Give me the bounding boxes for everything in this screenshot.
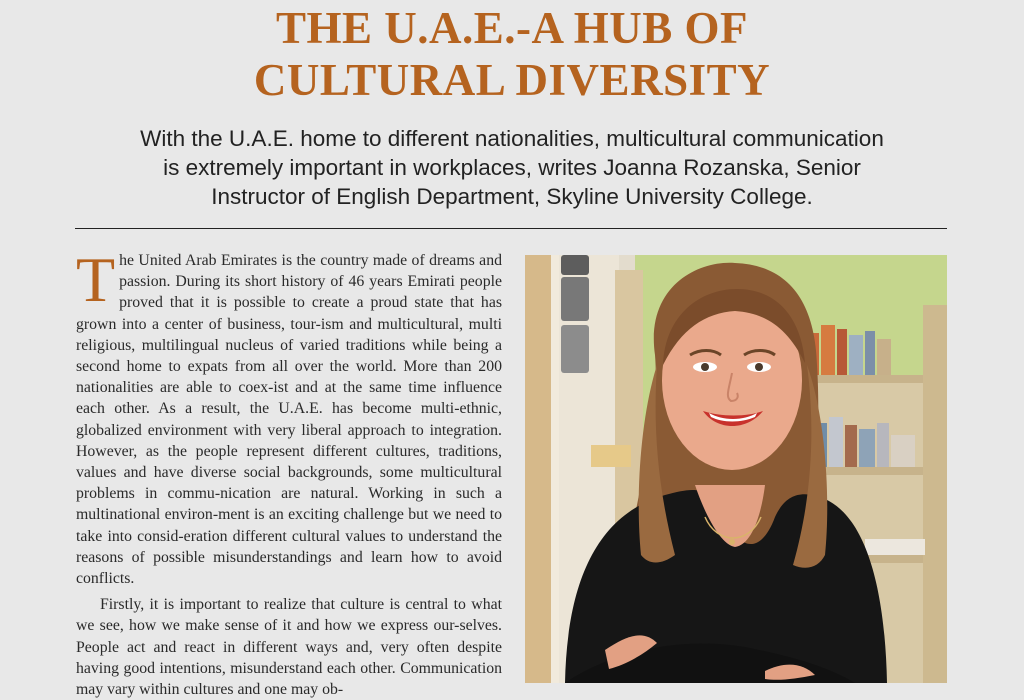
paragraph-1 [76,244,502,589]
divider-rule [75,228,947,229]
headline-line-2: CULTURAL DIVERSITY [253,55,771,105]
standfirst-line-1: With the U.A.E. home to different nationalities, multicultural communication [140,126,884,151]
drop-cap: T [76,244,116,315]
article-body [76,244,502,699]
paragraph-2: Firstly, it is important to realize that culture is central to what we see, how we make sense of it and how we express our-selves. People act and react in different ways and, very often despite having good intentions, misunderstand each other. Communication may vary within cultures and one may ob- [76,596,502,699]
standfirst-line-2: is extremely important in workplaces, writes Joanna Rozanska, Senior [163,155,861,180]
paragraph-1-text: he United Arab Emirates is the country made of dreams and passion. During its short history of 46 years Emirati people proved that it is possible to create a proud state that has grown into a center of business, tour-ism and multicultural, multi religious, multilingual nucleus of varied traditions while being a second home to expats from all over the world. More than 200 nationalities are able to coex-ist and at the same time influence each other. As a result, the U.A.E. has become multi-ethnic, globalized environment with very liberal approach to integration. However, as the people represent different cultures, traditions, values and have diverse social backgrounds, some multicultural problems in commu-nication are natural. Working in such a multinational environ-ment is an exciting challenge but we need to take into consid-eration different cultural values to understand the reasons of possible misunderstandings and learn how to avoid conflicts. [76,252,502,588]
standfirst-line-3: Instructor of English Department, Skyline University College. [211,184,813,209]
headline-line-1: THE U.A.E.-A HUB OF [275,3,749,53]
headline [0,2,1024,106]
standfirst [100,124,924,211]
author-photo [525,255,947,683]
